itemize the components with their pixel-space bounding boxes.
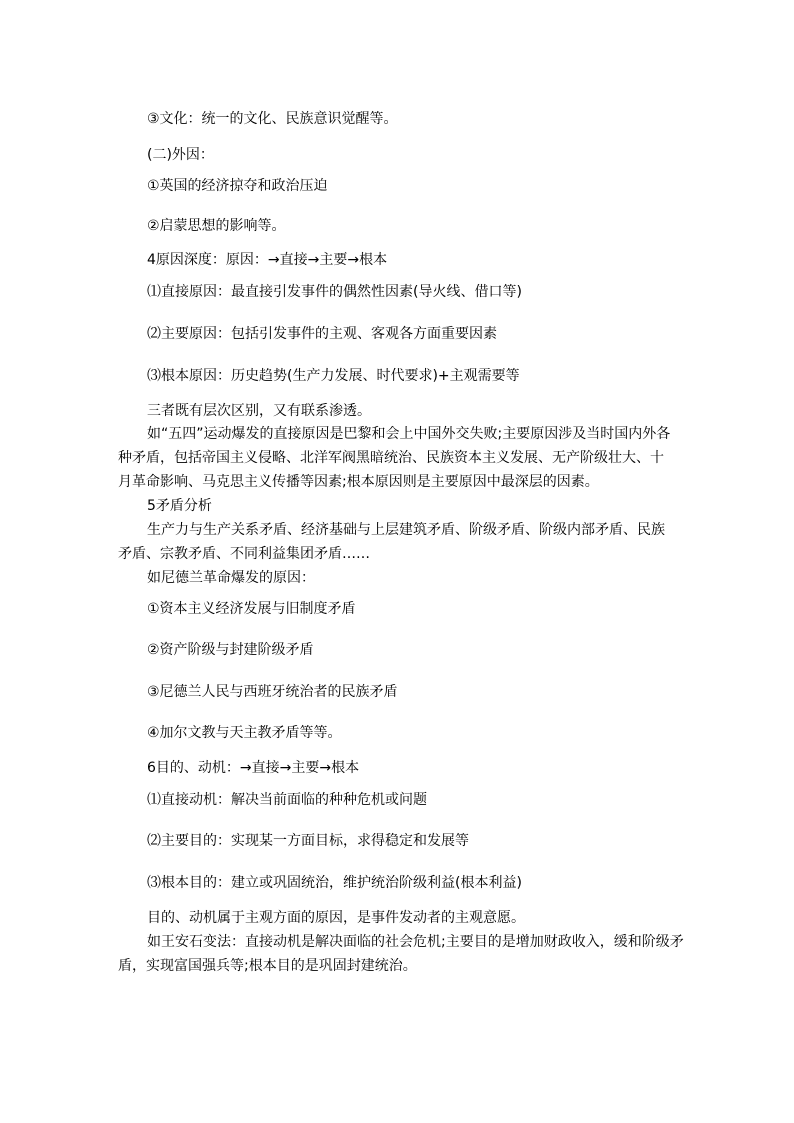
text-line: ⑵主要目的：实现某一方面目标，求得稳定和发展等 <box>147 833 469 849</box>
text-line: 种矛盾，包括帝国主义侵略、北洋军阀黑暗统治、民族资本主义发展、无产阶级壮大、十 <box>118 450 664 466</box>
text-line: (二)外因： <box>147 147 214 163</box>
text-line: 月革命影响、马克思主义传播等因素;根本原因则是主要原因中最深层的因素。 <box>118 474 599 490</box>
text-line: ④加尔文教与天主教矛盾等等。 <box>147 725 342 741</box>
text-line: 6目的、动机：→直接→主要→根本 <box>147 760 360 776</box>
text-line: ⑵主要原因：包括引发事件的主观、客观各方面重要因素 <box>147 326 497 342</box>
text-line: 如王安石变法：直接动机是解决面临的社会危机;主要目的是增加财政收入，缓和阶级矛 <box>147 934 684 950</box>
text-line: ⑴直接动机：解决当前面临的种种危机或问题 <box>147 792 427 808</box>
text-line: ③文化：统一的文化、民族意识觉醒等。 <box>147 111 398 127</box>
text-line: ②启蒙思想的影响等。 <box>147 218 286 234</box>
text-line: 如尼德兰革命爆发的原因： <box>147 570 315 586</box>
text-line: 生产力与生产关系矛盾、经济基础与上层建筑矛盾、阶级矛盾、阶级内部矛盾、民族 <box>147 522 665 538</box>
text-line: ②资产阶级与封建阶级矛盾 <box>147 642 314 658</box>
text-line: ⑶根本原因：历史趋势(生产力发展、时代要求)+主观需要等 <box>147 368 520 384</box>
text-line: ①资本主义经济发展与旧制度矛盾 <box>147 601 356 617</box>
text-line: ①英国的经济掠夺和政治压迫 <box>147 178 328 194</box>
text-line: ⑶根本目的：建立或巩固统治，维护统治阶级利益(根本利益) <box>147 875 522 891</box>
text-line: 三者既有层次区别，又有联系渗透。 <box>147 403 371 419</box>
text-line: ③尼德兰人民与西班牙统治者的民族矛盾 <box>147 684 398 700</box>
text-line: 矛盾、宗教矛盾、不同利益集团矛盾…… <box>118 546 370 562</box>
text-line: 4原因深度：原因：→直接→主要→根本 <box>147 252 388 268</box>
text-line: ⑴直接原因：最直接引发事件的偶然性因素(导火线、借口等) <box>147 284 522 300</box>
text-line: 目的、动机属于主观方面的原因，是事件发动者的主观意愿。 <box>147 910 525 926</box>
text-line: 盾，实现富国强兵等;根本目的是巩固封建统治。 <box>118 958 417 974</box>
text-line: 如“五四”运动爆发的直接原因是巴黎和会上中国外交失败;主要原因涉及当时国内外各 <box>147 426 671 442</box>
text-line: 5矛盾分析 <box>147 498 212 514</box>
